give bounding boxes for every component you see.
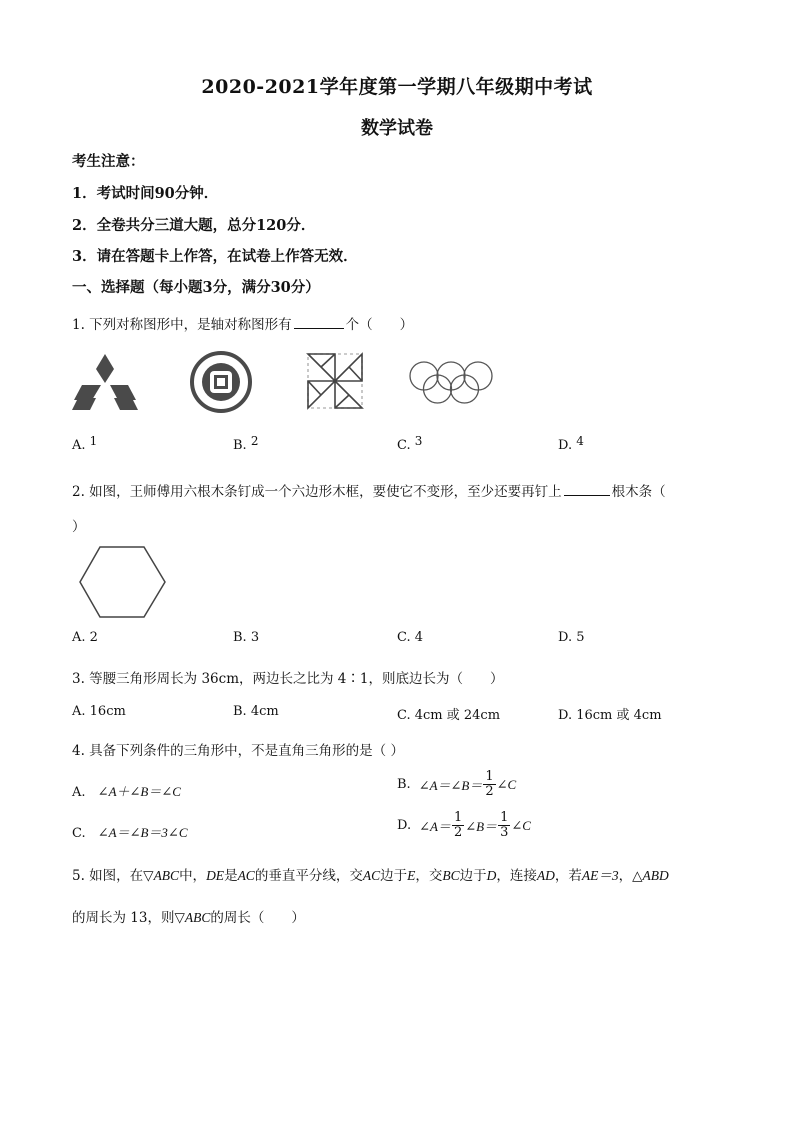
paper-subtitle: 数学试卷 [361,118,433,139]
q3-option-d[interactable]: D. 16cm 或 4cm [558,708,662,723]
q5-math-d: D [486,868,497,883]
mitsubishi-logo-figure [72,352,138,412]
q5-math-ae: AE＝3 [581,868,619,883]
answer-blank [294,316,344,329]
q5-math-ad: AD [536,868,555,883]
notice-heading: 考生注意： [72,153,145,170]
triangle-symbol: ▽ [143,868,154,884]
option-expression-tail: ∠C [496,776,517,792]
q1-option-b[interactable] [233,434,259,453]
q5-text: 的周长（ ） [210,910,305,926]
option-letter: A. [72,785,86,800]
option-text: 2 [250,434,259,448]
notice-item-3: 3．请在答题卡上作答，在试卷上作答无效． [72,248,358,265]
notice-item-1: 1．考试时间90分钟． [72,185,219,202]
q4-option-a[interactable] [72,781,181,800]
q3-option-c[interactable]: C. 4cm 或 24cm [397,708,501,723]
option-text: 1 [89,434,98,448]
option-text: 4 [576,434,584,448]
question-4-stem: 4. 具备下列条件的三角形中，不是直角三角形的是（ ） [72,743,404,759]
q5-math-abd: △ABD [632,868,669,883]
question-1-stem-text: 1. 下列对称图形中，是轴对称图形有 [72,317,292,333]
q5-text: ，若 [554,868,582,884]
pinwheel-figure [306,352,364,410]
q5-text: 的周长为 13，则 [72,910,175,926]
fraction-numerator: 1 [453,810,463,825]
fraction [498,811,510,840]
question-1-stem-tail: 个（ ） [345,317,414,333]
option-expression: ∠A＋∠B＝∠C [97,784,181,799]
q5-math-bc: BC [442,868,460,883]
q5-text: ，连接 [496,868,537,884]
question-5-stem-line1 [72,864,669,884]
q1-option-c[interactable] [397,434,423,453]
q1-option-a[interactable] [72,434,98,453]
q2-option-d[interactable]: D. 5 [558,630,585,645]
option-letter: B. [397,777,411,792]
option-text: 3 [414,434,423,448]
fraction-numerator: 1 [485,769,494,784]
q5-text: 边于 [380,868,408,884]
olympic-rings-figure [408,360,494,406]
question-1-stem [72,313,413,333]
notice-item-2: 2．全卷共分三道大题，总分120分． [72,217,316,234]
q3-option-b[interactable]: B. 4cm [233,704,279,719]
option-expression: ∠A＝∠B＝3∠C [97,825,188,840]
q5-text: 中， [179,868,207,884]
question-2-stem-close: ） [72,519,86,535]
option-letter: A. [72,438,86,453]
q5-text: 的垂直平分线，交 [254,868,363,884]
question-2-stem [72,480,666,500]
q4-option-d[interactable] [397,811,531,840]
q2-option-c[interactable]: C. 4 [397,630,424,645]
section-heading-choice: 一、选择题（每小题3分，满分30分） [72,279,320,296]
q5-math-e: E [407,868,416,883]
fraction [483,770,495,799]
option-letter: C. [397,438,411,453]
q3-option-a[interactable]: A. 16cm [72,704,126,719]
answer-blank [564,483,610,496]
option-letter: B. [233,438,247,453]
hexagon-figure [78,545,168,619]
question-2-stem-text: 2. 如图，王师傅用六根木条钉成一个六边形木框，要使它不变形，至少还要再钉上 [72,484,562,500]
q5-math-ac: AC [362,868,381,883]
option-letter: D. [397,818,412,833]
q5-text: 5. 如图，在 [72,868,144,884]
q5-math-abc: ABC [153,868,180,883]
q1-option-d[interactable] [558,434,584,453]
fraction-denominator: 2 [485,784,494,799]
coin-logo-figure [189,350,253,414]
q2-option-a[interactable]: A. 2 [72,630,98,645]
option-expression: ∠A＝ [419,819,451,834]
question-3-stem: 3. 等腰三角形周长为 36cm，两边长之比为 4∶1，则底边长为（ ） [72,671,504,687]
option-letter: D. [558,438,573,453]
q5-math-ac: AC [237,868,255,883]
q5-math-abc: ABC [184,910,211,925]
q5-text: 是 [224,868,238,884]
option-expression: ∠A＝∠B＝ [418,778,483,793]
fraction-denominator: 2 [453,825,463,840]
option-expression-tail: ∠C [511,817,531,833]
q5-text: ，交 [415,868,443,884]
option-letter: C. [72,826,86,841]
q5-text: ， [618,868,633,884]
question-5-stem-line2 [72,906,305,926]
q4-option-c[interactable] [72,822,188,841]
fraction-numerator: 1 [500,810,509,825]
fraction [452,811,464,840]
fraction-denominator: 3 [500,825,509,840]
q5-text: 边于 [459,868,487,884]
q4-option-b[interactable] [397,770,516,799]
q5-math-de: DE [206,868,225,883]
option-expression-mid: ∠B＝ [465,819,498,834]
question-2-stem-tail: 根木条（ [611,484,666,500]
exam-title: 2020-2021学年度第一学期八年级期中考试 [201,76,593,98]
triangle-symbol: ▽ [174,910,185,926]
q2-option-b[interactable]: B. 3 [233,630,260,645]
